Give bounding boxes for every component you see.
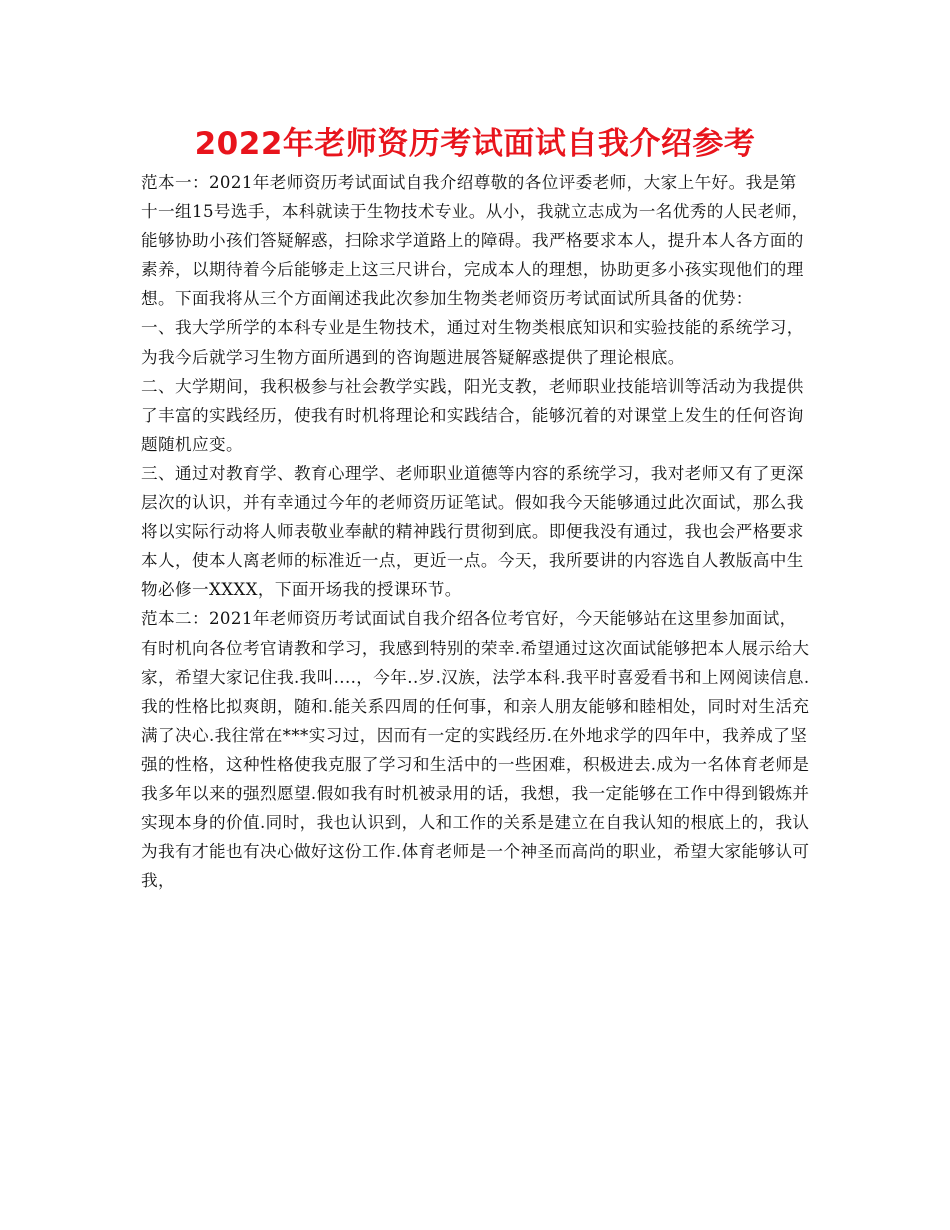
document-title: 2022年老师资历考试面试自我介绍参考 [194, 126, 756, 162]
paragraph-sample-one: 范本一：2021年老师资历考试面试自我介绍尊敬的各位评委老师，大家上午好。我是第十一组15号选手，本科就读于生物技术专业。从小，我就立志成为一名优秀的人民老师，能够协助小孩们答疑解惑，扫除求学道路上的障碍。我严格要求本人，提升本人各方面的素养，以期待着今后能够走上这三尺讲台，完成本人的理想，协助更多小孩实现他们的理想。下面我将从三个方面阐述我此次参加生物类老师资历考试面试所具备的优势： [141, 173, 809, 309]
paragraph-point-three: 三、通过对教育学、教育心理学、老师职业道德等内容的系统学习，我对老师又有了更深层次的认识，并有幸通过今年的老师资历证笔试。假如我今天能够通过此次面试，那么我将以实际行动将人师表敬业奉献的精神践行贯彻到底。即便我没有通过，我也会严格要求本人，使本人离老师的标准近一点，更近一点。今天，我所要讲的内容选自人教版高中生物必修一XXXX，下面开场我的授课环节。 [141, 463, 804, 600]
paragraph-point-one: 一、我大学所学的本科专业是生物技术，通过对生物类根底知识和实验技能的系统学习，为我今后就学习生物方面所遇到的咨询题进展答疑解惑提供了理论根底。 [141, 318, 804, 367]
paragraph-point-two: 二、大学期间，我积极参与社会教学实践，阳光支教，老师职业技能培训等活动为我提供了丰富的实践经历，使我有时机将理论和实践结合，能够沉着的对课堂上发生的任何咨询题随机应变。 [141, 376, 804, 454]
document-body [141, 168, 813, 895]
paragraph-sample-two: 范本二：2021年老师资历考试面试自我介绍各位考官好，今天能够站在这里参加面试，有时机向各位考官请教和学习，我感到特别的荣幸.希望通过这次面试能够把本人展示给大家，希望大家记住我.我叫....，今年..岁.汉族，法学本科.我平时喜爱看书和上网阅读信息.我的性格比拟爽朗，随和.能关系四周的任何事，和亲人朋友能够和睦相处，同时对生活充满了决心.我往常在***实习过，因而有一定的实践经历.在外地求学的四年中，我养成了坚强的性格，这种性格使我克服了学习和生活中的一些困难，积极进去.成为一名体育老师是我多年以来的强烈愿望.假如我有时机被录用的话，我想，我一定能够在工作中得到锻炼并实现本身的价值.同时，我也认识到，人和工作的关系是建立在自我认知的根底上的，我认为我有才能也有决心做好这份工作.体育老师是一个神圣而高尚的职业，希望大家能够认可我， [141, 609, 810, 891]
